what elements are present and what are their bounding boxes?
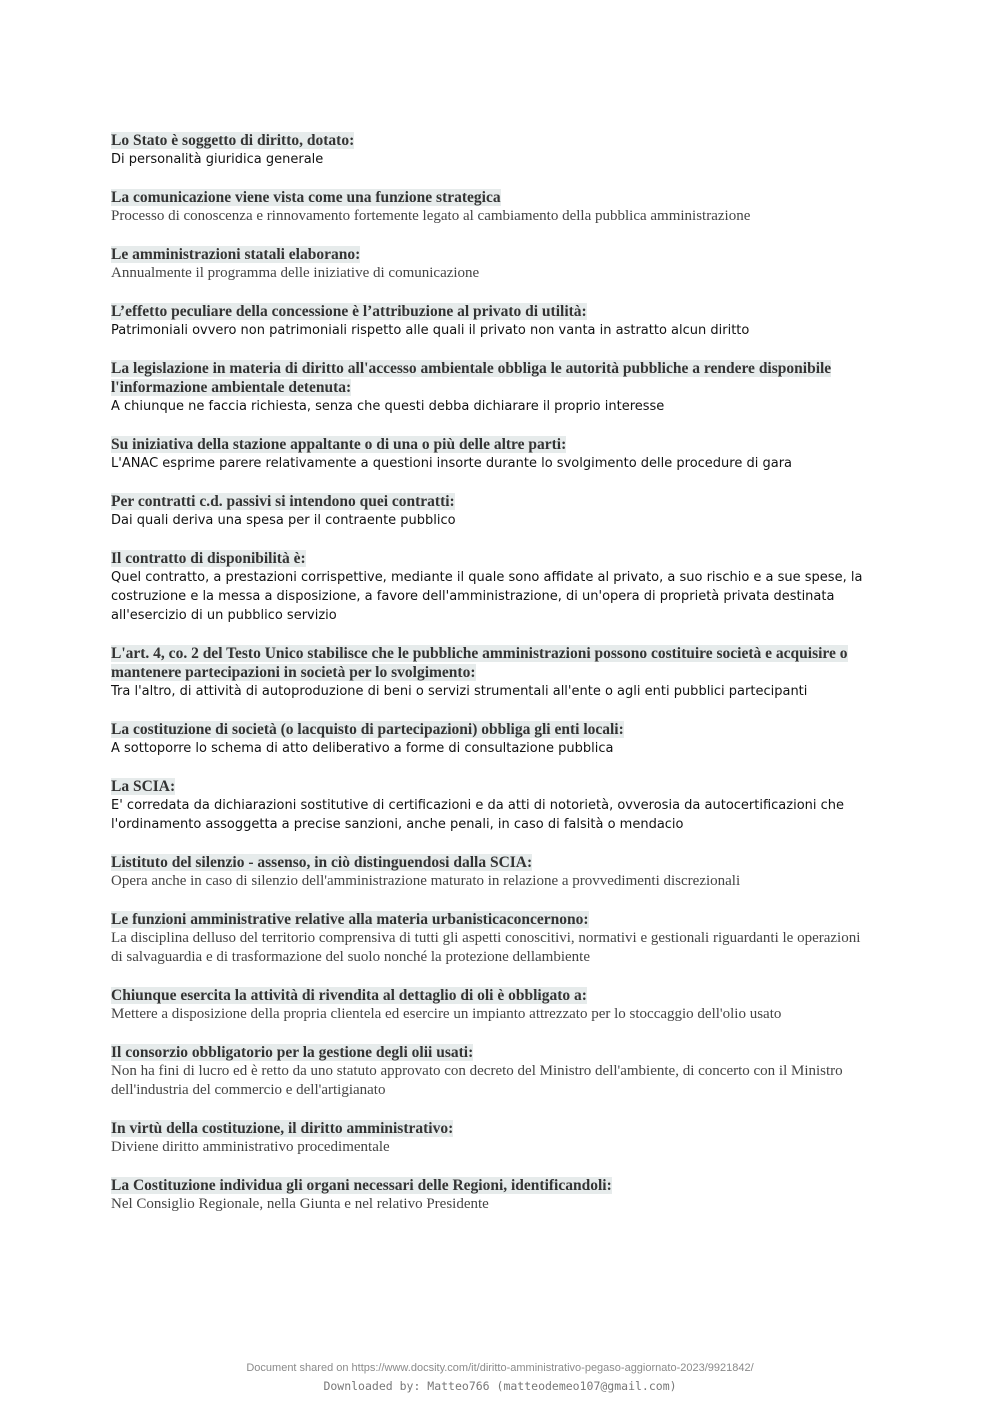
question-text: Lo Stato è soggetto di diritto, dotato:	[111, 132, 355, 149]
answer: Patrimoniali ovvero non patrimoniali rispetto alle quali il privato non vanta in astratto alcun diritto	[111, 323, 750, 338]
answer: Tra l'altro, di attività di autoproduzione di beni o servizi strumentali all'ente o agli enti pubblici partecipanti	[111, 684, 808, 699]
answer: A chiunque ne faccia richiesta, senza che questi debba dichiarare il proprio interesse	[111, 399, 665, 414]
answer: La disciplina delluso del territorio comprensiva di tutti gli aspetti conoscitivi, normativi e gestionali riguardanti le operazioni di salvaguardia e di trasformazione del suolo nonché la protezione dellambiente	[111, 930, 861, 965]
question-text: Chiunque esercita la attività di rivendita al dettaglio di oli è obbligato a:	[111, 987, 587, 1004]
qa-item	[111, 302, 871, 340]
qa-item	[111, 910, 871, 967]
answer: Di personalità giuridica generale	[111, 152, 324, 167]
question-text: Listituto del silenzio - assenso, in ciò distinguendosi dalla SCIA:	[111, 854, 533, 871]
footer-shared-notice: Document shared on https://www.docsity.com/it/diritto-amministrativo-pegaso-aggiornato-2023/9921842/	[246, 1362, 754, 1374]
qa-item	[111, 1043, 871, 1100]
answer: Nel Consiglio Regionale, nella Giunta e nel relativo Presidente	[111, 1196, 489, 1212]
answer: Diviene diritto amministrativo procedimentale	[111, 1139, 390, 1155]
question	[111, 245, 871, 264]
question	[111, 986, 871, 1005]
answer: E' corredata da dichiarazioni sostitutive di certificazioni e da atti di notorietà, ovverosia da autocertificazioni che l'ordinamento assoggetta a precise sanzioni, anche penali, in caso di falsità o mendacio	[111, 798, 845, 832]
question-text: La comunicazione viene vista come una funzione strategica	[111, 189, 501, 206]
question	[111, 131, 871, 150]
answer: Quel contratto, a prestazioni corrispettive, mediante il quale sono affidate al privato, a suo rischio e a sue spese, la costruzione e la messa a disposizione, a favore dell'amministrazione, di un'opera di proprietà privata destinata all'esercizio di un pubblico servizio	[111, 570, 863, 623]
question	[111, 549, 871, 568]
question-text: Il consorzio obbligatorio per la gestione degli olii usati:	[111, 1044, 474, 1061]
question-text: Per contratti c.d. passivi si intendono quei contratti:	[111, 493, 455, 510]
answer: Mettere a disposizione della propria clientela ed esercire un impianto attrezzato per lo stoccaggio dell'olio usato	[111, 1006, 782, 1022]
question	[111, 1176, 871, 1195]
question-text: In virtù della costituzione, il diritto amministrativo:	[111, 1120, 454, 1137]
qa-item	[111, 986, 871, 1024]
qa-item	[111, 245, 871, 283]
answer: Annualmente il programma delle iniziative di comunicazione	[111, 265, 480, 281]
qa-item	[111, 1119, 871, 1157]
question	[111, 359, 871, 397]
qa-item	[111, 131, 871, 169]
question-text: La costituzione di società (o lacquisto di partecipazioni) obbliga gli enti locali:	[111, 721, 624, 738]
answer: Non ha fini di lucro ed è retto da uno statuto approvato con decreto del Ministro dell'ambiente, di concerto con il Ministro dell'industria del commercio e dell'artigianato	[111, 1063, 843, 1098]
question-text: La legislazione in materia di diritto all'accesso ambientale obbliga le autorità pubbliche a rendere disponibile l'informazione ambientale detenuta:	[111, 360, 832, 396]
question-text: Il contratto di disponibilità è:	[111, 550, 306, 567]
qa-item	[111, 359, 871, 416]
question	[111, 910, 871, 929]
question	[111, 1043, 871, 1062]
qa-item	[111, 549, 871, 625]
answer: A sottoporre lo schema di atto deliberativo a forme di consultazione pubblica	[111, 741, 614, 756]
question-text: Le funzioni amministrative relative alla materia urbanisticaconcernono:	[111, 911, 589, 928]
qa-item	[111, 435, 871, 473]
question	[111, 1119, 871, 1138]
qa-item	[111, 644, 871, 701]
question	[111, 435, 871, 454]
answer: Dai quali deriva una spesa per il contraente pubblico	[111, 513, 456, 528]
question-text: L'art. 4, co. 2 del Testo Unico stabilisce che le pubbliche amministrazioni possono costituire società e acquisire o mantenere partecipazioni in società per lo svolgimento:	[111, 645, 848, 681]
question	[111, 853, 871, 872]
qa-item	[111, 777, 871, 834]
question-text: L’effetto peculiare della concessione è l’attribuzione al privato di utilità:	[111, 303, 587, 320]
answer: L'ANAC esprime parere relativamente a questioni insorte durante lo svolgimento delle procedure di gara	[111, 456, 793, 471]
question-text: La Costituzione individua gli organi necessari delle Regioni, identificandoli:	[111, 1177, 612, 1194]
question-text: La SCIA:	[111, 778, 176, 795]
qa-item	[111, 492, 871, 530]
qa-list	[111, 131, 871, 1233]
qa-item	[111, 188, 871, 226]
question-text: Su iniziativa della stazione appaltante o di una o più delle altre parti:	[111, 436, 567, 453]
question	[111, 302, 871, 321]
question	[111, 188, 871, 207]
answer: Opera anche in caso di silenzio dell'amministrazione maturato in relazione a provvedimenti discrezionali	[111, 873, 741, 889]
qa-item	[111, 1176, 871, 1214]
question	[111, 644, 871, 682]
footer-download-notice: Downloaded by: Matteo766 (matteodemeo107@gmail.com)	[323, 1379, 677, 1393]
question-text: Le amministrazioni statali elaborano:	[111, 246, 361, 263]
question	[111, 492, 871, 511]
answer: Processo di conoscenza e rinnovamento fortemente legato al cambiamento della pubblica amministrazione	[111, 208, 751, 224]
qa-item	[111, 720, 871, 758]
question	[111, 777, 871, 796]
question	[111, 720, 871, 739]
qa-item	[111, 853, 871, 891]
